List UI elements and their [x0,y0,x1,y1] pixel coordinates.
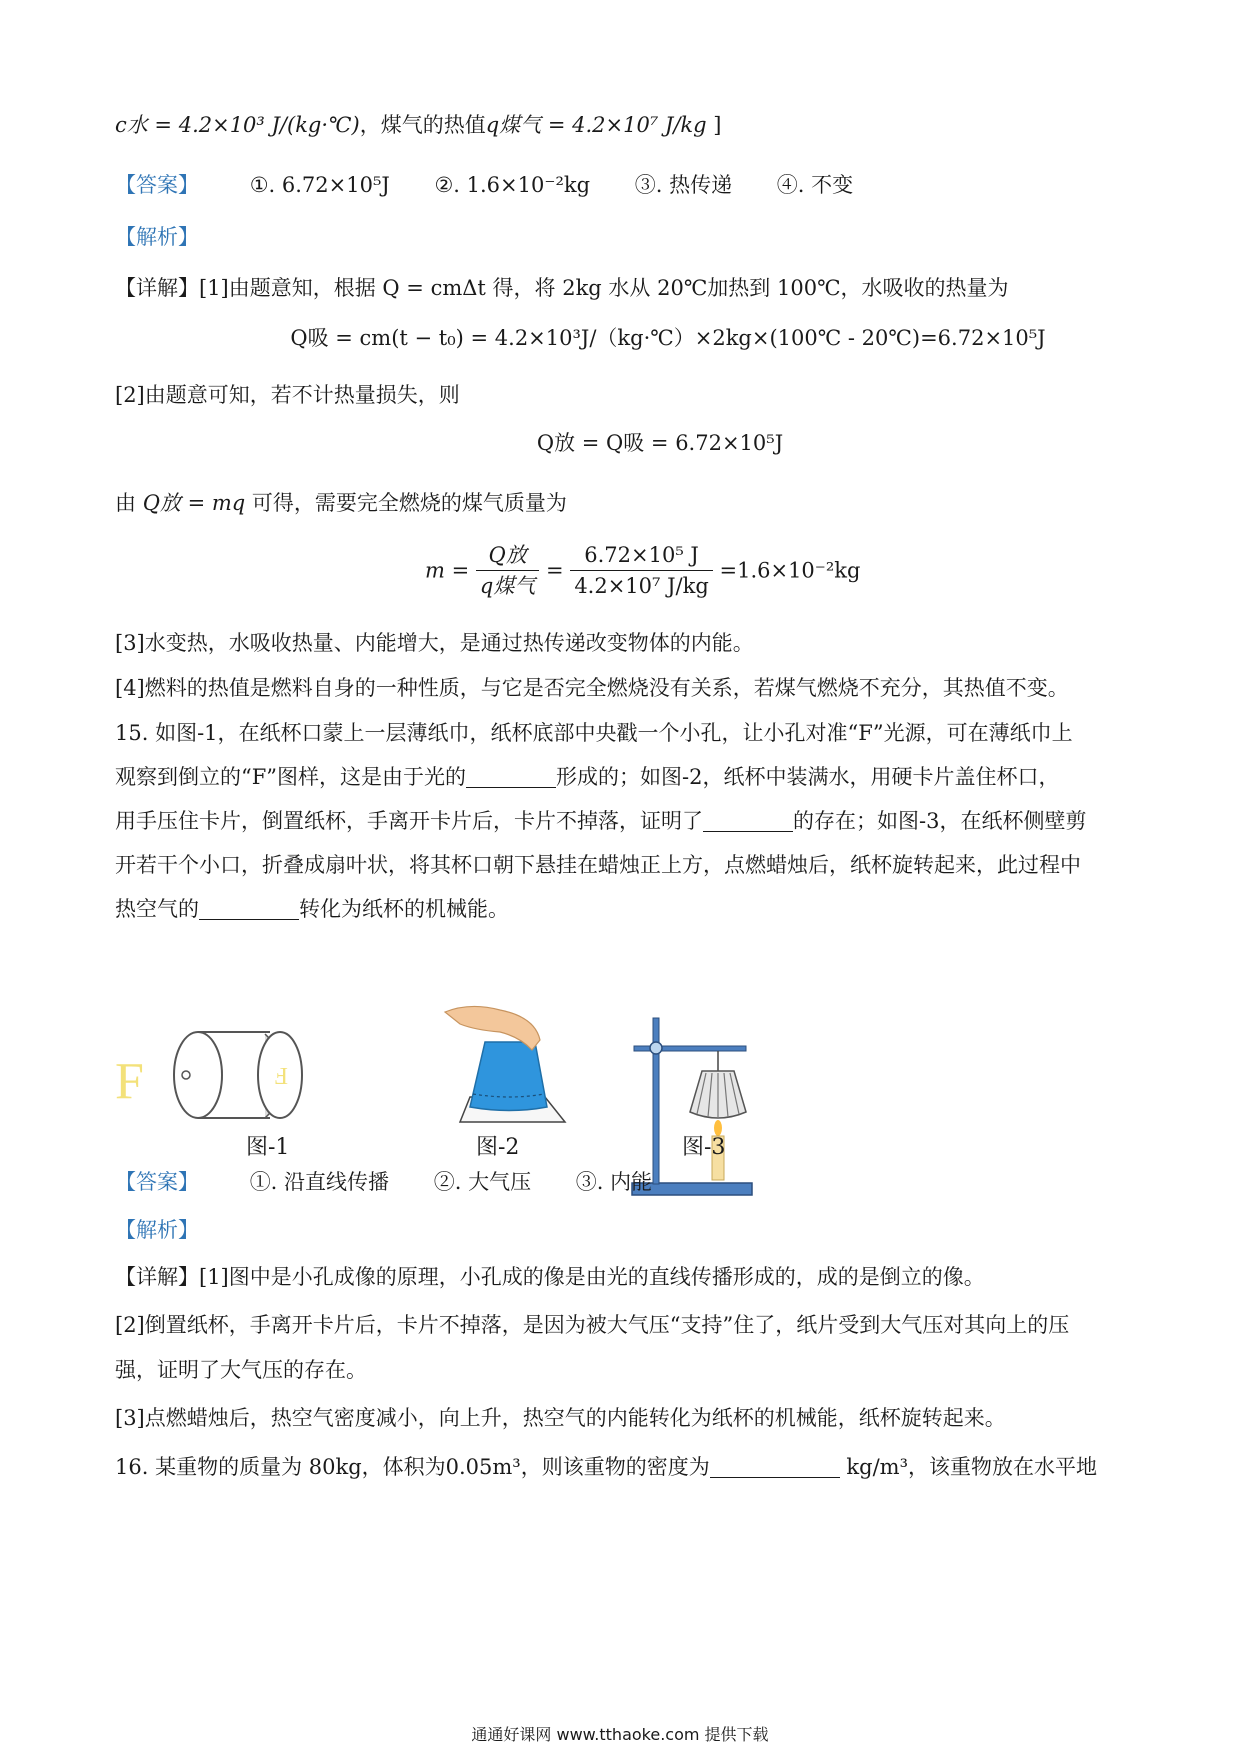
q14-equation-2: Q放 = Q吸 = 6.72×10⁵J [536,431,784,455]
figure-2-cup-card [440,1002,575,1127]
q16-volume: 0.05m³ [445,1455,521,1479]
pinhole-icon [182,1071,190,1079]
detail3-suffix: 可得，需要完全燃烧的煤气质量为 [251,491,567,515]
q15-answer-2: ②. 大气压 [433,1170,532,1194]
eq3-rhs: =1.6×10⁻²kg [719,558,861,583]
q15-detail-1: 【详解】[1]图中是小孔成像的原理，小孔成的像是由光的直线传播形成的，成的是倒立的像。 [115,1265,985,1289]
caption-figure-1: 图-1 [246,1135,290,1160]
eq3-fraction-1 [476,540,539,601]
q16-unit: kg/m³ [846,1455,908,1479]
top-formula-line [115,110,721,140]
q14-answer-4: ④. 不变 [776,173,854,197]
page-footer: 通通好课网 www.tthaoke.com 提供下载 [471,1725,769,1744]
q16-blank-1[interactable] [710,1455,840,1478]
formula-c-water: c水 = 4.2×10³ J/(kg·℃) [115,113,360,137]
inverted-f-image: F [274,1062,288,1088]
q15-blank-1[interactable] [466,765,556,788]
caption-figure-3: 图-3 [682,1135,726,1160]
q15-line-1: 15. 如图-1，在纸杯口蒙上一层薄纸巾，纸杯底部中央戳一个小孔，让小孔对准“F”光源，可在薄纸巾上 [115,721,1073,745]
q14-detail-3 [115,488,567,518]
eq3-lhs: m = [425,558,470,583]
q15-answer-line [115,1167,690,1197]
q15-line-5: 热空气的 转化为纸杯的机械能。 [115,897,509,921]
q15-answer-3: ③. 内能 [575,1170,653,1194]
q14-answer-line [115,170,891,200]
q14-equation-1: Q吸 = cm(t − t₀) = 4.2×10³J/（kg·℃）×2kg×(100℃ - 20℃)=6.72×10⁵J [290,326,1046,350]
q15-analysis-label: 【解析】 [115,1218,199,1242]
clamp-icon [650,1042,662,1054]
q15-detail-4: [3]点燃蜡烛后，热空气密度减小，向上升，热空气的内能转化为纸杯的机械能，纸杯旋转起来。 [115,1406,1006,1430]
eq3-frac2-num: 6.72×10⁵ J [570,540,712,571]
q15-line-2: 观察到倒立的“F”图样，这是由于光的 形成的；如图-2，纸杯中装满水，用硬卡片盖住杯口， [115,765,1060,789]
q15-line-4: 开若干个小口，折叠成扇叶状，将其杯口朝下悬挂在蜡烛正上方，点燃蜡烛后，纸杯旋转起来，此过程中 [115,853,1081,877]
q14-answer-3: ③. 热传递 [634,173,733,197]
analysis-label: 【解析】 [115,225,199,249]
q14-analysis-label [115,222,199,252]
cup-bottom-ellipse [174,1032,222,1118]
answer-label: 【答案】 [115,173,199,197]
eq3-frac2-den: 4.2×10⁷ J/kg [574,574,709,598]
q16-line: 16. 某重物的质量为 80kg，体积为0.05m³，则该重物的密度为 kg/m³，该重物放在水平地 [115,1455,1097,1479]
q15-answer-label: 【答案】 [115,1170,199,1194]
eq3-frac1-num: Q放 [476,540,539,571]
eq3-fraction-2 [570,540,712,601]
bracket-end: ] [706,113,722,137]
q14-detail-5: [4]燃料的热值是燃料自身的一种性质，与它是否完全燃烧没有关系，若煤气燃烧不充分，其热值不变。 [115,676,1069,700]
cup-icon [470,1042,547,1111]
q14-equation-3: m = $\frac{\text{Q放}}{\text{q煤气}}$ = $\frac{\text{6.72×10⁵ J}}{\text{4.2×10⁷ J/kg}}$ =1.6×10⁻²kg [425,540,860,601]
caption-figure-2: 图-2 [476,1135,520,1160]
q15-blank-3[interactable] [199,897,299,920]
f-light-source: F [115,1053,144,1110]
q15-detail-3: 强，证明了大气压的存在。 [115,1358,367,1382]
eq3-frac1-den: q煤气 [479,574,536,598]
formula-q-gas: q煤气 = 4.2×10⁷ J/kg [485,113,707,137]
figure-1-pinhole-camera [100,1020,400,1130]
q15-blank-2[interactable] [703,809,793,832]
q15-detail-2: [2]倒置纸杯，手离开卡片后，卡片不掉落，是因为被大气压“支持”住了，纸片受到大气压对其向上的压 [115,1313,1070,1337]
top-text-mid: ，煤气的热值 [359,113,486,137]
q14-detail-4: [3]水变热，水吸收热量、内能增大，是通过热传递改变物体的内能。 [115,631,754,655]
detail3-formula: Q放 = mq [142,491,246,515]
q14-answer-2: ②. 1.6×10⁻²kg [434,173,591,197]
q14-detail-1: 【详解】[1]由题意知，根据 Q = cmΔt 得，将 2kg 水从 20℃加热到 100℃，水吸收的热量为 [115,276,1009,300]
detail3-prefix: 由 [115,491,136,515]
q15-line-3: 用手压住卡片，倒置纸杯，手离开卡片后，卡片不掉落，证明了 的存在；如图-3，在纸杯侧壁剪 [115,809,1087,833]
q14-detail-2: [2]由题意可知，若不计热量损失，则 [115,383,460,407]
q14-answer-1: ①. 6.72×10⁵J [249,173,390,197]
q15-answer-1: ①. 沿直线传播 [249,1170,390,1194]
